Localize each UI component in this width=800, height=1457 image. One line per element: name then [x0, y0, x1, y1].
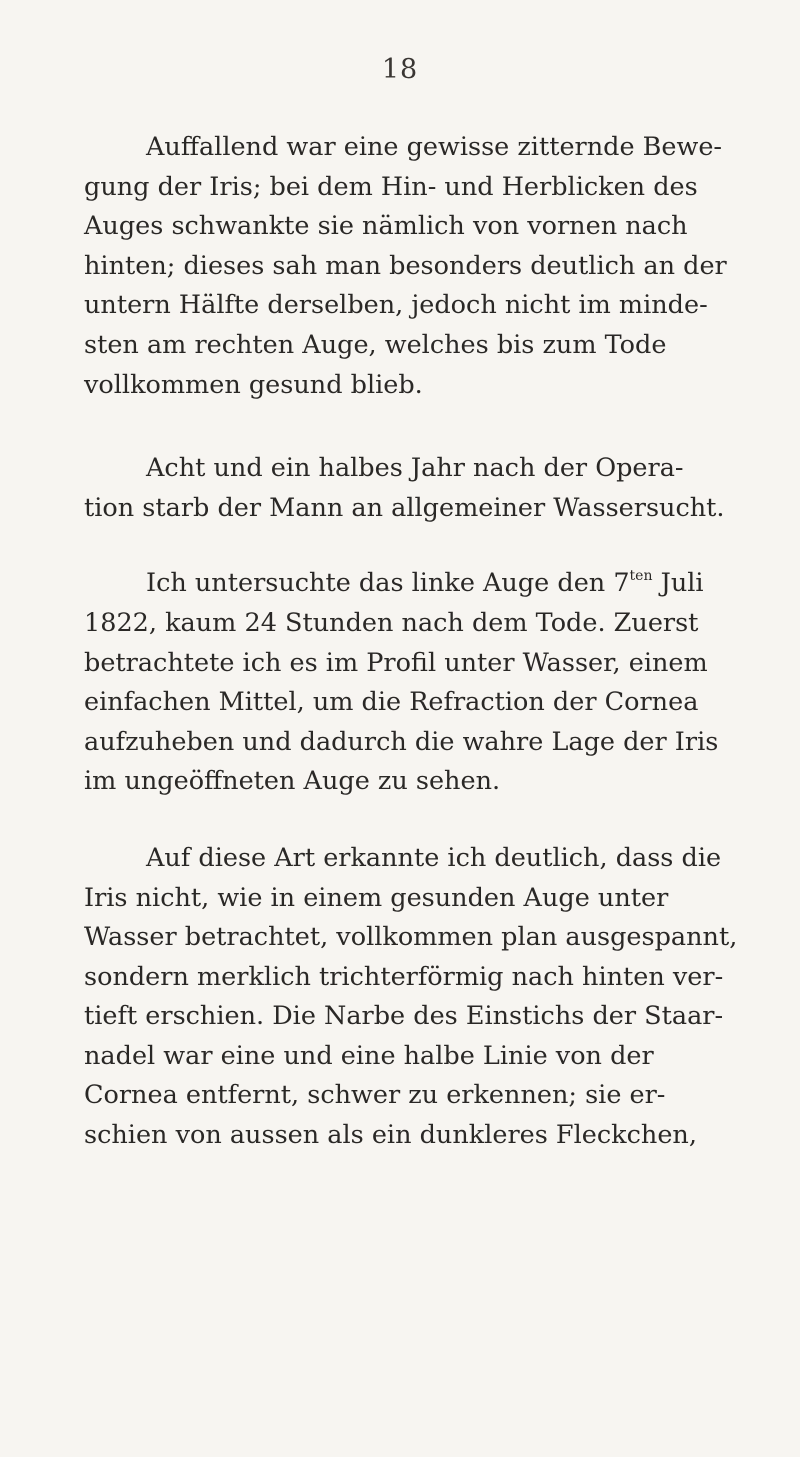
text-fragment: Juli [652, 568, 704, 599]
text-line: Auges schwankte sie nämlich von vornen nach [84, 211, 688, 242]
text-line: vollkommen gesund blieb. [84, 369, 423, 400]
text-line: im ungeöffneten Auge zu sehen. [84, 766, 501, 797]
text-line: 1822, kaum 24 Stunden nach dem Tode. Zuerst [84, 607, 699, 638]
text-line: gung der Iris; bei dem Hin- und Herblicken des [84, 171, 698, 202]
text-line: sondern merklich trichterförmig nach hinten ver- [84, 961, 724, 992]
text-line: nadel war eine und eine halbe Linie von der [84, 1040, 654, 1071]
paragraph-3 [84, 564, 780, 802]
text-line: untern Hälfte derselben, jedoch nicht im minde- [84, 290, 708, 321]
text-line: Auf diese Art erkannte ich deutlich, dass die [146, 842, 722, 873]
text-fragment: Ich untersuchte das linke Auge den 7 [146, 568, 630, 599]
text-line: Acht und ein halbes Jahr nach der Opera- [146, 453, 684, 484]
paragraph-2 [84, 449, 780, 528]
paragraph-4 [84, 839, 780, 1156]
page-number: 18 [381, 54, 419, 85]
paragraph-1 [84, 128, 780, 405]
body-text [84, 128, 780, 1156]
superscript: ten [629, 567, 653, 584]
text-line: aufzuheben und dadurch die wahre Lage der Iris [84, 726, 719, 757]
text-line: Wasser betrachtet, vollkommen plan ausgespannt, [84, 922, 738, 953]
text-line: Iris nicht, wie in einem gesunden Auge unter [84, 882, 669, 913]
text-line: Auffallend war eine gewisse zitternde Bewe- [146, 132, 723, 162]
text-line: tieft erschien. Die Narbe des Einstichs der Staar- [84, 1001, 724, 1032]
text-line: tion starb der Mann an allgemeiner Wassersucht. [84, 492, 725, 523]
text-line: schien von aussen als ein dunkleres Fleckchen, [84, 1120, 697, 1151]
text-line: einfachen Mittel, um die Refraction der Cornea [84, 687, 699, 718]
text-line: hinten; dieses sah man besonders deutlich an der [84, 250, 727, 281]
text-line: sten am rechten Auge, welches bis zum Tode [84, 329, 667, 360]
text-line: Cornea entfernt, schwer zu erkennen; sie er- [84, 1080, 666, 1111]
text-line: betrachtete ich es im Profil unter Wasser, einem [84, 647, 708, 678]
text-line [84, 564, 780, 604]
